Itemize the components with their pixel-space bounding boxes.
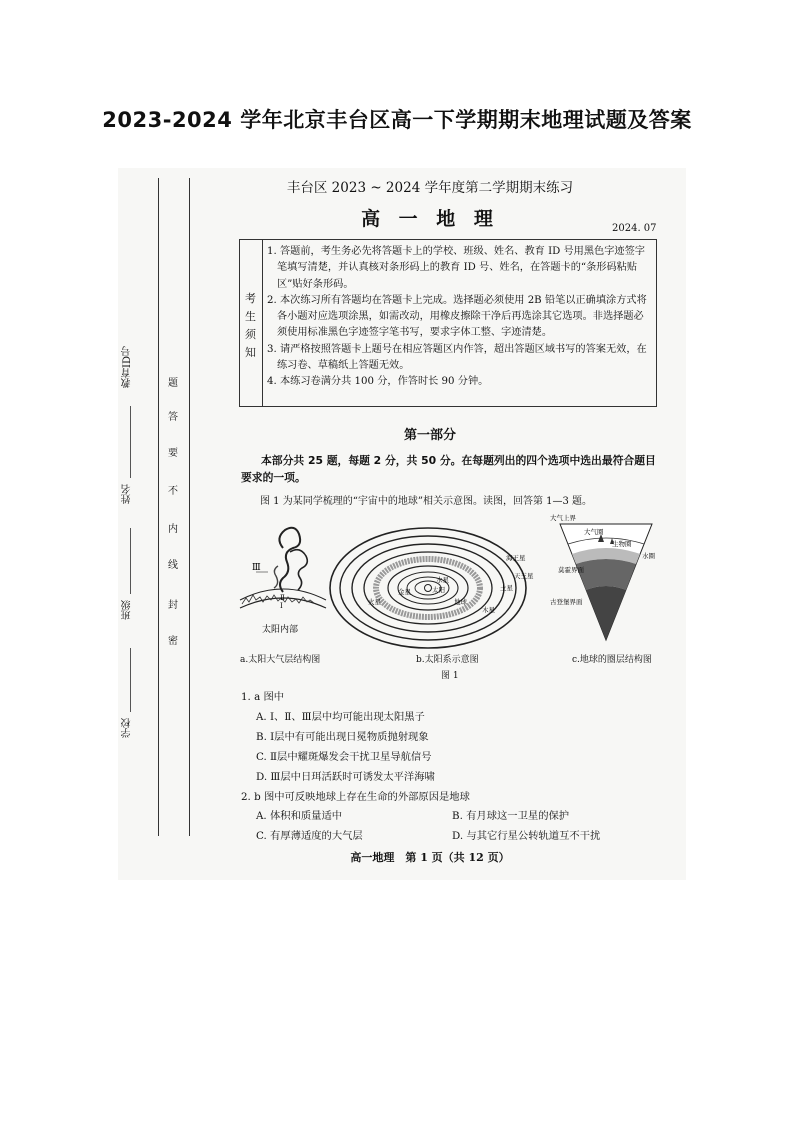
solar-atmosphere-diagram [240,528,326,635]
question-2-stem: 2. b 图中可反映地球上存在生命的外部原因是地球 [241,791,470,803]
notice-item: 4. 本练习卷满分共 100 分，作答时长 90 分钟。 [267,376,489,388]
label-saturn: 土星 [500,584,513,592]
margin-field-school: 学校 [122,718,133,738]
exam-date: 2024. 07 [612,223,657,234]
label-moho: 莫霍界面 [558,566,584,574]
notice-side-label [240,240,263,406]
notice-body [267,244,653,391]
figure-1 [238,508,660,670]
orbit-neptune [330,528,526,648]
seal-char: 答 [168,412,178,423]
prominence-shape [290,550,307,590]
question-1-stem: 1. a 图中 [241,691,285,703]
question-2-option-c: C. 有厚薄适度的大气层 [256,830,363,842]
binding-line-right [189,178,190,836]
question-1-option-a: A. Ⅰ、Ⅱ、Ⅲ层中均可能出现太阳黑子 [256,711,425,723]
figure-drawing [238,508,660,670]
core-band [586,586,626,640]
label-mars: 火星 [368,598,381,606]
figure-intro: 图 1 为某同学梳理的“宇宙中的地球”相关示意图。读图，回答第 1—3 题。 [260,496,593,507]
label-neptune: 海王星 [506,554,526,562]
question-1-option-b: B. Ⅰ层中有可能出现日冕物质抛射现象 [256,731,429,743]
seal-char: 题 [168,378,178,389]
caption-a: a.太阳大气层结构图 [240,655,321,665]
margin-field-name: 姓名 [122,484,133,504]
label-sun-interior: 太阳内部 [262,625,299,635]
prominence-shape [279,528,300,592]
label-sun: 太阳 [432,586,445,594]
exam-title: 丰台区 2023 ~ 2024 学年度第二学期期末练习 [286,180,574,196]
seal-char: 线 [168,560,178,571]
label-biosphere: 生物圈 [612,540,632,548]
question-2-option-b: B. 有月球这一卫星的保护 [452,810,570,822]
label-uranus: 天王星 [514,572,534,580]
part-title: 第一部分 [403,428,456,443]
margin-blank-school [130,648,131,712]
question-2-option-a: A. 体积和质量适中 [256,810,343,822]
notice-side-char: 生 [245,310,256,323]
label-hydrosphere: 水圈 [642,552,655,560]
notice-side-char: 须 [245,328,256,341]
label-earth: 地球 [454,598,467,606]
mantle-band [576,559,636,590]
notice-item: 1. 答题前，考生务必先将答题卡上的学校、班级、姓名、教育 ID 号用黑色字迹签字笔填写清楚，并认真核对条形码上的教育 ID 号、姓名，在答题卡的“条形码粘贴区”贴好条形码。 [267,246,645,290]
binding-line-left [158,178,159,836]
margin-field-id: 教育ID号 [122,346,133,388]
seal-char: 内 [168,524,178,535]
subject-title: 高 一 地 理 [361,208,499,230]
label-atmosphere: 大气圈 [584,528,604,536]
label-layer-i: Ⅰ [280,602,283,610]
caption-c: c.地球的圈层结构图 [572,655,652,665]
orbit-jupiter [364,552,492,624]
seal-char: 封 [168,600,178,611]
label-jupiter: 木星 [482,606,495,614]
page-footer: 高一地理 第 1 页（共 12 页） [350,851,510,864]
notice-box [239,239,657,407]
label-gutenberg: 古登堡界面 [550,598,583,606]
caption-b: b.太阳系示意图 [416,655,479,665]
seal-char: 要 [168,448,178,459]
label-mercury: 水星 [436,576,449,584]
margin-field-class: 班级 [122,600,133,620]
seal-char: 不 [168,486,178,497]
notice-side-char: 考 [245,292,256,305]
sun-symbol [425,585,432,592]
document-title: 2023-2024 学年北京丰台区高一下学期期末地理试题及答案 [102,108,692,132]
question-1-option-d: D. Ⅲ层中日珥活跃时可诱发太平洋海啸 [256,771,435,783]
figure-number: 图 1 [441,671,459,681]
margin-blank-name [130,406,131,478]
question-2-option-d: D. 与其它行星公转轨道互不干扰 [452,830,601,842]
label-atmosphere-top: 大气上界 [550,514,576,522]
notice-item: 2. 本次练习所有答题均在答题卡上完成。选择题必须使用 2B 铅笔以正确填涂方式将各小题对应选项涂黑，如需改动，用橡皮擦除干净后再选涂其它选项。非选择题必须使用标准黑色字迹签字笔书写，要求字体工整、字迹清楚。 [267,294,647,339]
question-1-option-c: C. Ⅱ层中耀斑爆发会干扰卫星导航信号 [256,751,432,763]
notice-side-char: 知 [245,346,256,359]
asteroid-belt [376,559,480,617]
part-intro: 本部分共 25 题，每题 2 分，共 50 分。在每题列出的四个选项中选出最符合题目要求的一项。 [241,454,656,484]
label-layer-ii: Ⅱ [280,594,285,602]
prominence-shape [274,566,278,588]
label-layer-iii: Ⅲ [252,563,261,573]
margin-blank-class [130,528,131,594]
earth-spheres-diagram [550,513,656,640]
notice-item: 3. 请严格按照答题卡上题号在相应答题区内作答，超出答题区域书写的答案无效，在练习卷、草稿纸上答题无效。 [267,343,647,372]
label-venus: 金星 [398,588,411,596]
seal-char: 密 [168,636,178,647]
solar-system-diagram [330,528,534,648]
